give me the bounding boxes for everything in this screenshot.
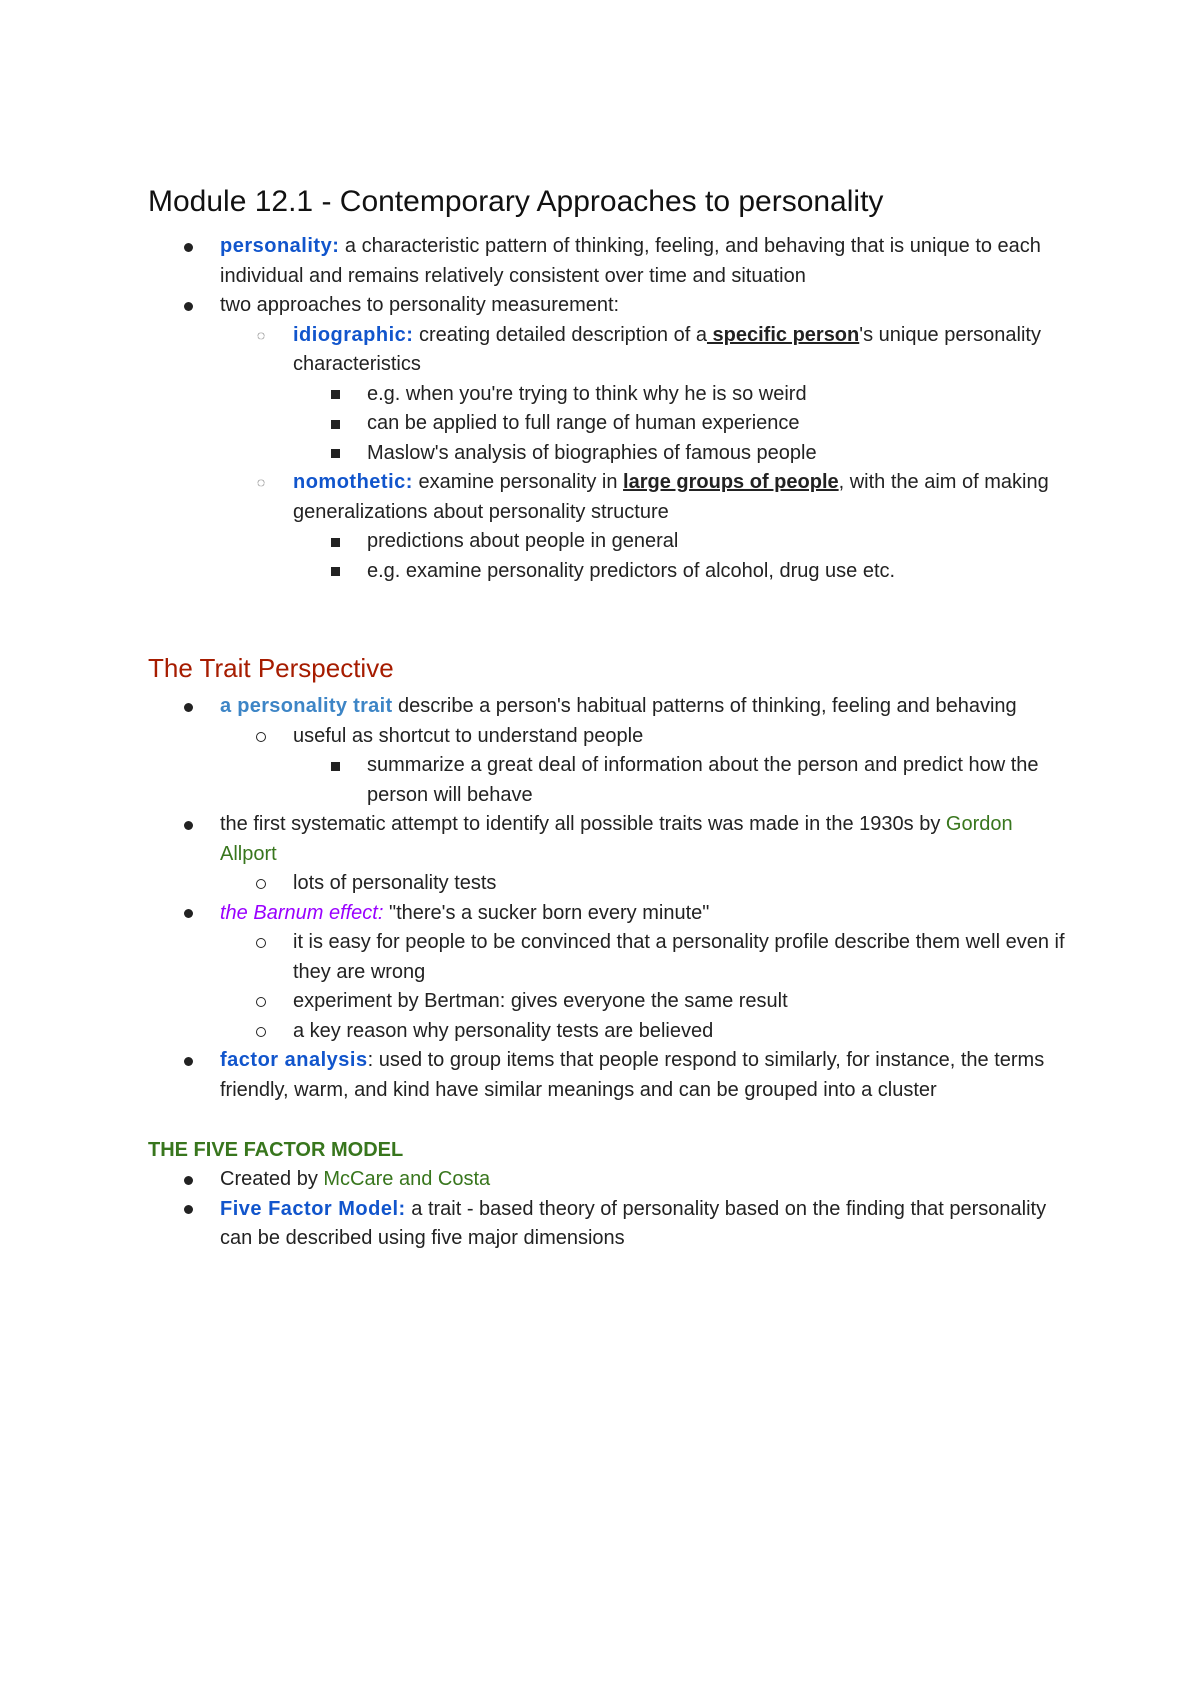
- circle-bullet-icon: [251, 928, 271, 958]
- square-bullet-icon: [325, 380, 345, 410]
- circle-bullet-icon: [251, 869, 271, 899]
- square-bullet-icon: [325, 557, 345, 587]
- module-list: [148, 232, 1068, 586]
- square-bullet-icon: [325, 439, 345, 469]
- list-item: [148, 232, 1068, 291]
- name-creators: McCare and Costa: [323, 1168, 491, 1190]
- definition-text: describe a person's habitual patterns of thinking, feeling and behaving: [392, 695, 1017, 717]
- ffm-list: [148, 1165, 1068, 1254]
- list-text: Created by: [220, 1168, 324, 1190]
- emphasis-text: large groups of people: [623, 471, 839, 493]
- term-five-factor-model: Five Factor Model:: [220, 1197, 406, 1220]
- definition-text: : used to group items that people respond to similarly, for instance, the terms friendly, warm, and kind have similar meanings and can be grouped into a cluster: [220, 1049, 1045, 1101]
- list-item: [148, 468, 1068, 527]
- circle-bullet-icon: ◌: [256, 474, 266, 490]
- list-text: predictions about people in general: [367, 530, 679, 552]
- list-item: [148, 527, 1068, 557]
- disc-bullet-icon: [178, 692, 198, 722]
- definition-text: a trait - based theory of personality based on the finding that personality can be described using five major dimensions: [220, 1197, 1047, 1249]
- definition-text: 's unique personality characteristics: [293, 323, 1041, 375]
- list-item: [148, 291, 1068, 321]
- list-text: Maslow's analysis of biographies of famous people: [367, 441, 817, 464]
- list-text: lots of personality tests: [293, 872, 497, 894]
- term-idiographic: idiographic:: [293, 323, 414, 346]
- module-title: Module 12.1 - Contemporary Approaches to personality: [148, 185, 884, 218]
- ffm-section-title: THE FIVE FACTOR MODEL: [148, 1139, 404, 1161]
- disc-bullet-icon: [178, 232, 198, 262]
- list-item: [148, 409, 1068, 439]
- list-item: [148, 928, 1068, 987]
- circle-bullet-icon: ◌: [256, 326, 266, 343]
- definition-text: a characteristic pattern of thinking, feeling, and behaving that is unique to each individual and remains relatively consistent over time and situation: [220, 235, 1041, 287]
- section-spacer: [148, 1105, 1068, 1135]
- emphasis-text: specific person: [706, 323, 860, 346]
- term-barnum-effect: the Barnum effect:: [220, 901, 384, 924]
- list-text: useful as shortcut to understand people: [293, 724, 644, 747]
- definition-text: , with the aim of making generalizations about personality structure: [293, 471, 1049, 523]
- list-item: [148, 439, 1068, 469]
- list-item: [148, 899, 1068, 929]
- list-text: e.g. examine personality predictors of alcohol, drug use etc.: [367, 559, 896, 582]
- list-text: experiment by Bertman: gives everyone the same result: [293, 990, 788, 1012]
- term-factor-analysis: factor analysis: [220, 1049, 368, 1071]
- list-item: [148, 1046, 1068, 1105]
- list-text: summarize a great deal of information about the person and predict how the person will behave: [367, 754, 1039, 806]
- list-item: [148, 1195, 1068, 1254]
- term-nomothetic: nomothetic:: [293, 471, 413, 493]
- list-item: [148, 722, 1068, 752]
- list-item: [148, 751, 1068, 810]
- term-personality-trait: a personality trait: [220, 695, 393, 717]
- list-item: [148, 380, 1068, 410]
- list-item: [148, 557, 1068, 587]
- disc-bullet-icon: [178, 1195, 198, 1225]
- trait-section-title: The Trait Perspective: [148, 653, 394, 683]
- section-spacer: [148, 586, 1068, 650]
- circle-bullet-icon: [251, 1017, 271, 1047]
- circle-bullet-icon: [251, 722, 271, 752]
- list-text: e.g. when you're trying to think why he is so weird: [367, 382, 807, 405]
- list-text: the first systematic attempt to identify all possible traits was made in the 1930s by: [220, 813, 946, 835]
- name-gordon-allport: Gordon Allport: [220, 813, 1013, 865]
- list-item: [148, 869, 1068, 899]
- list-text: a key reason why personality tests are believed: [293, 1019, 714, 1042]
- list-text: two approaches to personality measurement:: [220, 294, 620, 316]
- document-body: [148, 182, 1068, 1254]
- trait-list: [148, 692, 1068, 1105]
- quote-text: "there's a sucker born every minute": [383, 901, 710, 924]
- circle-bullet-icon: [251, 987, 271, 1017]
- list-text: can be applied to full range of human experience: [367, 412, 800, 434]
- list-item: [148, 1017, 1068, 1047]
- square-bullet-icon: [325, 409, 345, 439]
- term-personality: personality:: [220, 235, 340, 257]
- disc-bullet-icon: [178, 899, 198, 929]
- disc-bullet-icon: [178, 1165, 198, 1195]
- definition-text: examine personality in: [412, 471, 624, 493]
- list-item: [148, 321, 1068, 380]
- list-item: [148, 987, 1068, 1017]
- definition-text: creating detailed description of a: [413, 323, 707, 346]
- list-item: [148, 1165, 1068, 1195]
- disc-bullet-icon: [178, 810, 198, 840]
- list-text: it is easy for people to be convinced that a personality profile describe them well even if they are wrong: [293, 931, 1065, 983]
- disc-bullet-icon: [178, 291, 198, 321]
- square-bullet-icon: [325, 751, 345, 781]
- list-item: [148, 810, 1068, 869]
- disc-bullet-icon: [178, 1046, 198, 1076]
- list-item: [148, 692, 1068, 722]
- square-bullet-icon: [325, 527, 345, 557]
